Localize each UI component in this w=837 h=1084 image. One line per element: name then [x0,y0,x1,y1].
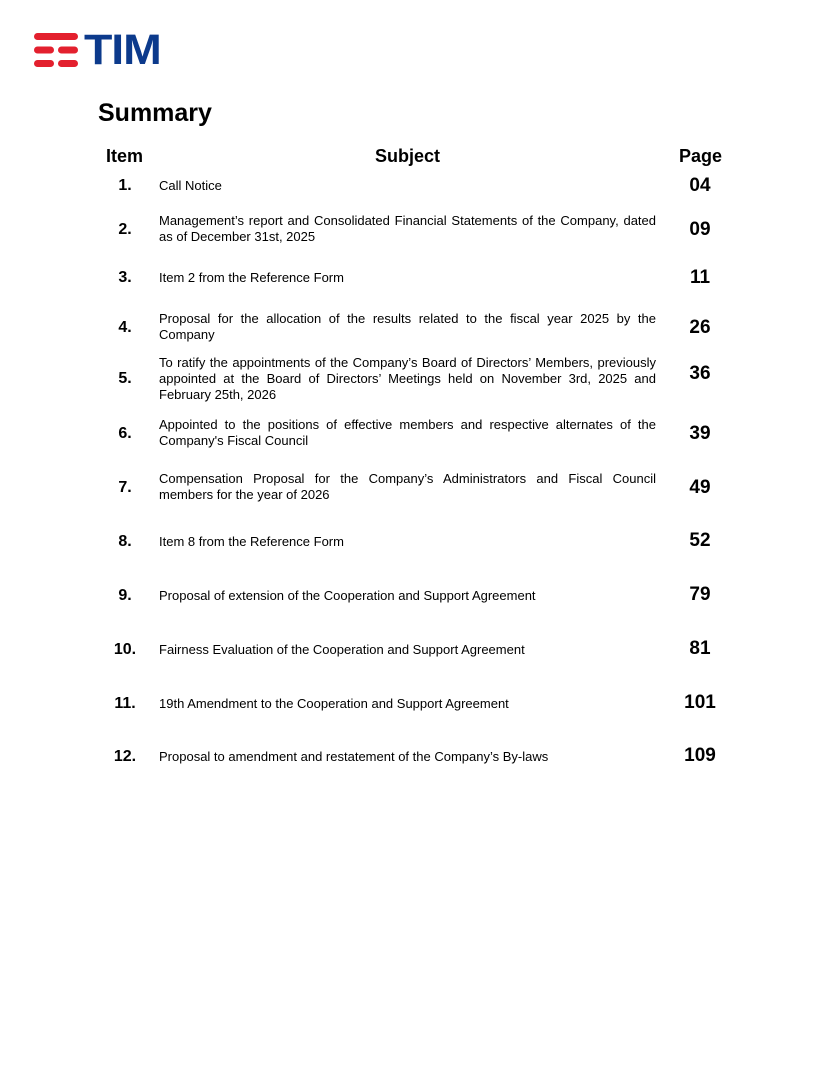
item-subject: Call Notice [159,178,222,193]
item-subject: Proposal of extension of the Cooperation and Support Agreement [159,588,536,603]
item-number: 12. [113,748,137,765]
item-subject: Item 2 from the Reference Form [159,270,344,285]
item-number: 3. [118,269,132,286]
tim-logo [34,26,161,74]
item-number: 11. [114,695,136,712]
item-page: 39 [689,423,711,444]
logo-wordmark: TIM [84,26,161,74]
item-subject: Proposal to amendment and restatement of the Company’s By-laws [159,749,549,764]
item-number: 2. [118,221,132,238]
item-subject: Fairness Evaluation of the Cooperation and Support Agreement [159,642,525,657]
item-number: 6. [118,425,132,442]
item-page: 49 [689,477,711,498]
item-subject: 19th Amendment to the Cooperation and Support Agreement [159,696,509,711]
item-subject: Appointed to the positions of effective members and respective alternates of the Company's Fiscal Council [159,417,656,448]
item-page: 36 [689,363,711,384]
item-page: 79 [689,584,711,605]
item-subject: Proposal for the allocation of the results related to the fiscal year 2025 by the Company [159,311,656,342]
item-number: 8. [118,533,132,550]
item-subject: To ratify the appointments of the Company’s Board of Directors’ Members, previously appointed at the Board of Directors’ Meetings held on November 3rd, 2025 and February 25th, 2026 [159,355,656,402]
item-number: 1. [118,177,132,194]
page-title: Summary [98,99,212,127]
item-subject: Compensation Proposal for the Company’s Administrators and Fiscal Council members for the year of 2026 [159,471,656,502]
item-page: 04 [689,175,711,196]
item-page: 09 [689,219,711,240]
column-header-item: Item [106,146,144,166]
item-subject: Management’s report and Consolidated Financial Statements of the Company, dated as of December 31st, 2025 [159,213,656,244]
item-number: 5. [118,370,132,387]
item-page: 101 [684,692,716,713]
item-number: 9. [118,587,132,604]
item-page: 52 [689,530,711,551]
item-page: 109 [684,745,716,766]
item-page: 81 [689,638,711,659]
item-page: 26 [689,317,711,338]
tim-logo-mark-icon [34,32,78,68]
item-subject: Item 8 from the Reference Form [159,534,344,549]
item-number: 10. [113,641,137,658]
column-header-subject: Subject [375,146,441,166]
column-header-page: Page [679,146,723,166]
item-page: 11 [689,267,711,288]
item-number: 7. [118,479,132,496]
item-number: 4. [118,319,132,336]
